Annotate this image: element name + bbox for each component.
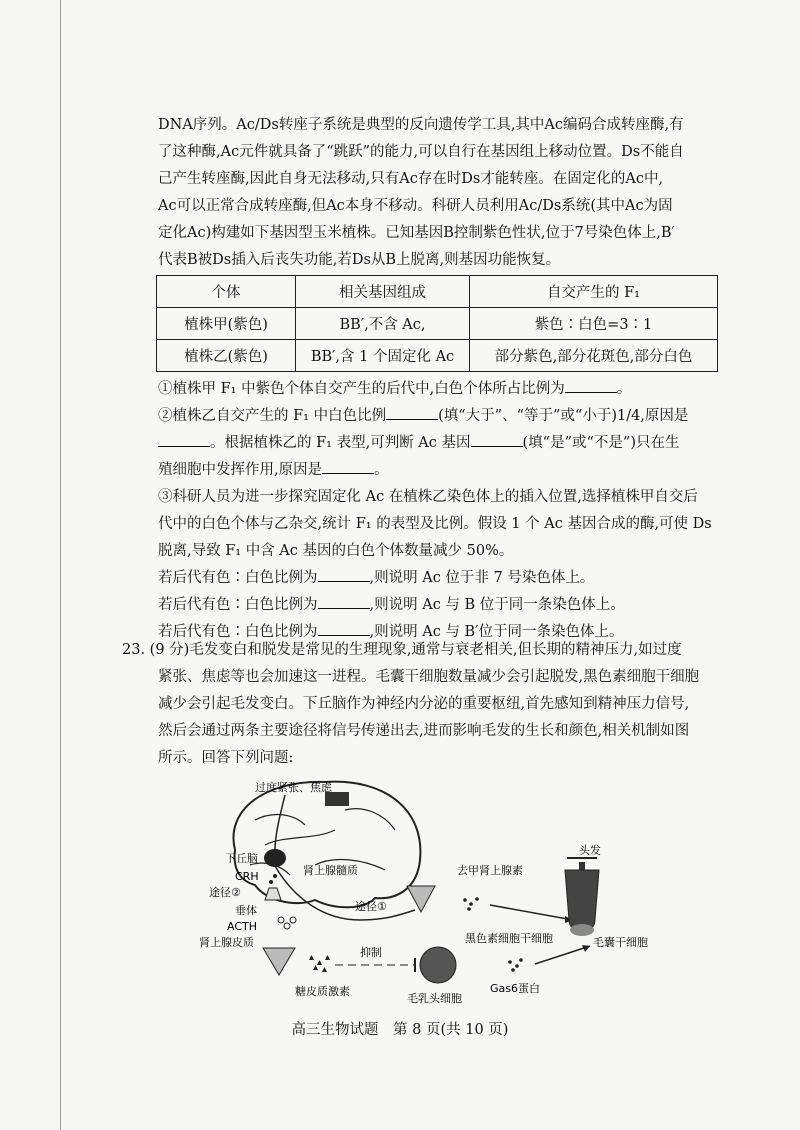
question-text: 若后代有色∶白色比例为	[158, 597, 318, 613]
answer-blank[interactable]	[386, 405, 438, 420]
glucocorticoid-label: 糖皮质激素	[295, 985, 350, 998]
hair-label: 头发	[579, 844, 601, 857]
stress-signal-line	[275, 795, 285, 850]
question-23-line: 减少会引起毛发变白。下丘脑作为神经内分泌的重要枢纽,首先感知到精神压力信号,	[158, 696, 690, 712]
question-3-case	[158, 565, 738, 592]
question-text: ,则说明 Ac 与 B 位于同一条染色体上。	[369, 597, 625, 613]
question-3-case	[158, 592, 738, 619]
question-text: 若后代有色∶白色比例为	[158, 570, 318, 586]
intro-line: Ac可以正常合成转座酶,但Ac本身不移动。科研人员利用Ac/Ds系统(其中Ac为固	[158, 198, 673, 214]
table-cell: 紫色∶白色=3∶1	[470, 308, 718, 340]
answer-blank[interactable]	[318, 621, 370, 636]
hypothalamus-label: 下丘脑	[225, 852, 258, 865]
intro-paragraph	[158, 112, 718, 274]
adrenal-cortex-label: 肾上腺皮质	[199, 936, 254, 949]
intro-line: 己产生转座酶,因此自身无法移动,只有Ac存在时Ds才能转座。在固定化的Ac中,	[158, 171, 664, 187]
hypothalamus-node	[264, 849, 286, 867]
table-cell: 部分紫色,部分花斑色,部分白色	[470, 340, 718, 372]
table-cell: 植株乙(紫色)	[157, 340, 296, 372]
table-header-row	[157, 276, 718, 308]
gas6-arrow	[535, 946, 590, 964]
acth-dot	[284, 923, 290, 929]
pituitary-label: 垂体	[235, 904, 257, 917]
question-3-line: 脱离,导致 F₁ 中含 Ac 基因的白色个体数量减少 50%。	[158, 543, 514, 559]
route-2-label: 途径②	[209, 886, 241, 899]
hair-stress-mechanism-figure	[195, 770, 715, 1010]
stress-label: 过度紧张、焦虑	[255, 781, 332, 794]
question-text: 若后代有色∶白色比例为	[158, 624, 318, 640]
table-header: 个体	[157, 276, 296, 308]
genotype-table	[156, 275, 718, 372]
crh-label: CRH	[235, 870, 259, 883]
dermal-papilla-label: 毛乳头细胞	[407, 992, 462, 1005]
crh-dot	[273, 874, 277, 878]
table-cell: 植株甲(紫色)	[157, 308, 296, 340]
adrenal-medulla-label: 肾上腺髓质	[303, 864, 358, 877]
question-3-line: ③科研人员为进一步探究固定化 Ac 在植株乙染色体上的插入位置,选择植株甲自交后	[158, 489, 698, 505]
answer-blank[interactable]	[318, 567, 370, 582]
crh-dot	[269, 880, 273, 884]
intro-line: 了这种酶,Ac元件就具备了“跳跃”的能力,可以自行在基因组上移动位置。Ds不能自	[158, 144, 684, 160]
question-23	[122, 637, 722, 772]
question-text: 。根据植株乙的 F₁ 表型,可判断 Ac 基因	[210, 435, 471, 451]
table-cell: BB′,含 1 个固定化 Ac	[296, 340, 470, 372]
gas6-dots	[508, 958, 523, 972]
table-row	[157, 308, 718, 340]
question-3-line: 代中的白色个体与乙杂交,统计 F₁ 的表型及比例。假设 1 个 Ac 基因合成的酶,可使 Ds	[158, 516, 712, 532]
question-text: ②植株乙自交产生的 F₁ 中白色比例	[158, 408, 387, 424]
norepinephrine-label: 去甲肾上腺素	[457, 864, 523, 877]
question-text: (填“是”或“不是”)只在生	[522, 435, 680, 451]
stress-region-marker	[325, 792, 349, 806]
adrenal-medulla-shape	[407, 886, 435, 912]
question-23-line: 然后会通过两条主要途径将信号传递出去,进而影响毛发的生长和颜色,相关机制如图	[158, 723, 690, 739]
question-text: (填“大于”、“等于”或“小于)1/4,原因是	[438, 408, 689, 424]
question-2-line-2	[158, 430, 738, 457]
hair-follicle-illustration	[565, 858, 599, 936]
question-text: 殖细胞中发挥作用,原因是	[158, 462, 323, 478]
question-text: ,则说明 Ac 位于非 7 号染色体上。	[369, 570, 595, 586]
norepinephrine-dots	[463, 897, 479, 911]
table-header: 相关基因组成	[296, 276, 470, 308]
table-cell: BB′,不含 Ac,	[296, 308, 470, 340]
intro-line: 定化Ac)构建如下基因型玉米植株。已知基因B控制紫色性状,位于7号染色体上,B′	[158, 225, 675, 241]
question-block	[158, 376, 738, 646]
question-text: 。	[616, 381, 632, 397]
glucocorticoid-triangles	[309, 955, 330, 972]
norepinephrine-arrow	[490, 905, 573, 920]
inhibit-label: 抑制	[360, 946, 382, 959]
answer-blank[interactable]	[318, 594, 370, 609]
follicle-stem-label: 毛囊干细胞	[593, 936, 648, 949]
question-23-line: 23. (9 分)毛发变白和脱发是常见的生理现象,通常与衰老相关,但长期的精神压力,如过度	[122, 642, 682, 658]
route-1-label: 途径①	[355, 900, 387, 913]
pituitary-shape	[265, 888, 281, 900]
intro-line: 代表B被Ds插入后丧失功能,若Ds从B上脱离,则基因功能恢复。	[158, 252, 561, 268]
gas6-label: Gas6蛋白	[490, 982, 540, 995]
question-2-line-3	[158, 457, 738, 484]
question-2-line-1	[158, 403, 738, 430]
question-text: ,则说明 Ac 与 B′位于同一条染色体上。	[369, 624, 624, 640]
acth-dot	[278, 917, 284, 923]
acth-label: ACTH	[227, 920, 258, 933]
answer-blank[interactable]	[158, 432, 210, 447]
answer-blank[interactable]	[322, 459, 374, 474]
question-23-line: 紧张、焦虑等也会加速这一进程。毛囊干细胞数量减少会引起脱发,黑色素细胞干细胞	[158, 669, 700, 685]
intro-line: DNA序列。Ac/Ds转座子系统是典型的反向遗传学工具,其中Ac编码合成转座酶,有	[158, 117, 684, 133]
table-row	[157, 340, 718, 372]
answer-blank[interactable]	[565, 378, 617, 393]
question-text: ①植株甲 F₁ 中紫色个体自交产生的后代中,白色个体所占比例为	[158, 381, 565, 397]
question-text: 。	[374, 462, 389, 478]
acth-dot	[290, 917, 296, 923]
question-1	[158, 376, 738, 403]
dermal-papilla-cell	[420, 947, 456, 983]
adrenal-cortex-shape	[263, 948, 295, 975]
question-23-line: 所示。回答下列问题:	[158, 750, 294, 766]
table-header: 自交产生的 F₁	[470, 276, 718, 308]
melanocyte-stem-label: 黑色素细胞干细胞	[465, 932, 553, 945]
answer-blank[interactable]	[471, 432, 523, 447]
page-footer: 高三生物试题 第 8 页(共 10 页)	[291, 1022, 509, 1038]
page-margin-rule	[60, 0, 61, 1130]
